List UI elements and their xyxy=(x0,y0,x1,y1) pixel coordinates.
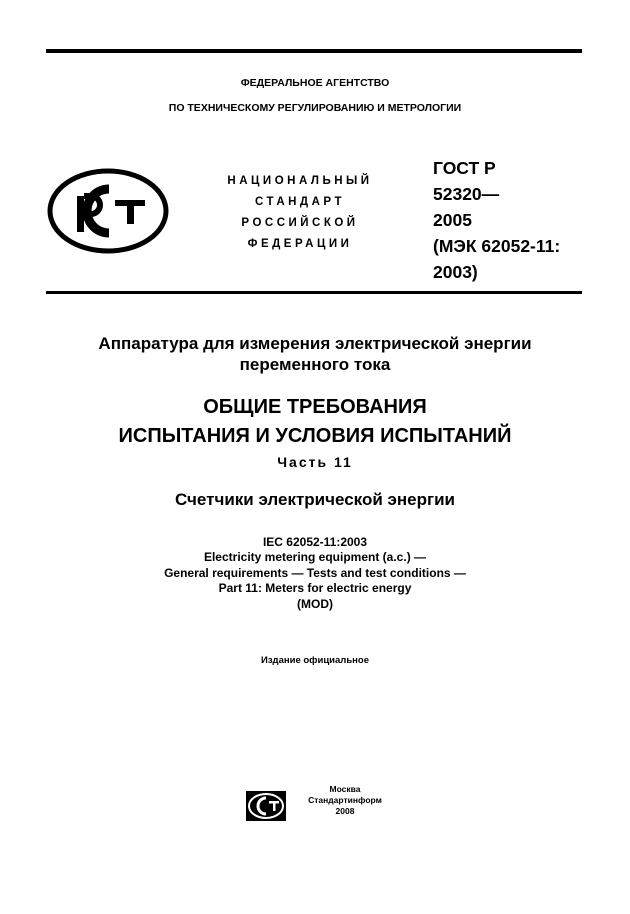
national-standard-label xyxy=(200,171,400,255)
publisher-year: 2008 xyxy=(335,806,355,816)
subtitle-line-2: ИСПЫТАНИЯ И УСЛОВИЯ ИСПЫТАНИЙ xyxy=(118,425,512,447)
designation-line-1: ГОСТ Р xyxy=(433,158,496,178)
middle-rule xyxy=(46,291,582,294)
standard-designation xyxy=(433,155,560,285)
designation-line-2: 52320— xyxy=(433,184,500,204)
agency-line-1: ФЕДЕРАЛЬНОЕ АГЕНТСТВО xyxy=(240,77,390,89)
english-title xyxy=(0,535,630,612)
main-title-line-1: Аппаратура для измерения электрической энергии xyxy=(98,334,532,353)
subtitle xyxy=(0,393,630,451)
top-rule xyxy=(46,49,582,53)
edition-label: Издание официальное xyxy=(261,655,369,666)
english-line-1: IEC 62052-11:2003 xyxy=(262,535,368,549)
national-standard-line-2: СТАНДАРТ xyxy=(255,196,345,208)
agency-line-2: ПО ТЕХНИЧЕСКОМУ РЕГУЛИРОВАНИЮ И МЕТРОЛОГИИ xyxy=(168,102,462,114)
publisher-name: Стандартинформ xyxy=(308,795,382,805)
main-title xyxy=(0,333,630,375)
designation-line-3: 2005 xyxy=(433,210,472,230)
english-line-2: Electricity metering equipment (a.c.) — xyxy=(203,550,427,565)
designation-line-5: 2003) xyxy=(433,262,478,282)
english-line-5: (MOD) xyxy=(297,596,333,611)
publisher-info xyxy=(290,784,400,817)
english-line-3: General requirements — Tests and test conditions — xyxy=(164,565,466,580)
subtitle-line-1: ОБЩИЕ ТРЕБОВАНИЯ xyxy=(203,396,427,418)
designation-line-4: (МЭК 62052-11: xyxy=(433,236,561,256)
english-line-4: Part 11: Meters for electric energy xyxy=(218,581,412,596)
part-label: Часть 11 xyxy=(277,454,353,470)
standartinform-logo-icon xyxy=(246,791,286,821)
national-standard-line-4: ФЕДЕРАЦИИ xyxy=(247,238,353,250)
part-title: Счетчики электрической энергии xyxy=(174,490,456,509)
national-standard-line-1: НАЦИОНАЛЬНЫЙ xyxy=(227,175,373,187)
gost-r-logo-icon xyxy=(47,168,169,254)
publisher-city: Москва xyxy=(329,784,361,794)
main-title-line-2: переменного тока xyxy=(239,355,391,374)
national-standard-line-3: РОССИЙСКОЙ xyxy=(241,217,359,229)
